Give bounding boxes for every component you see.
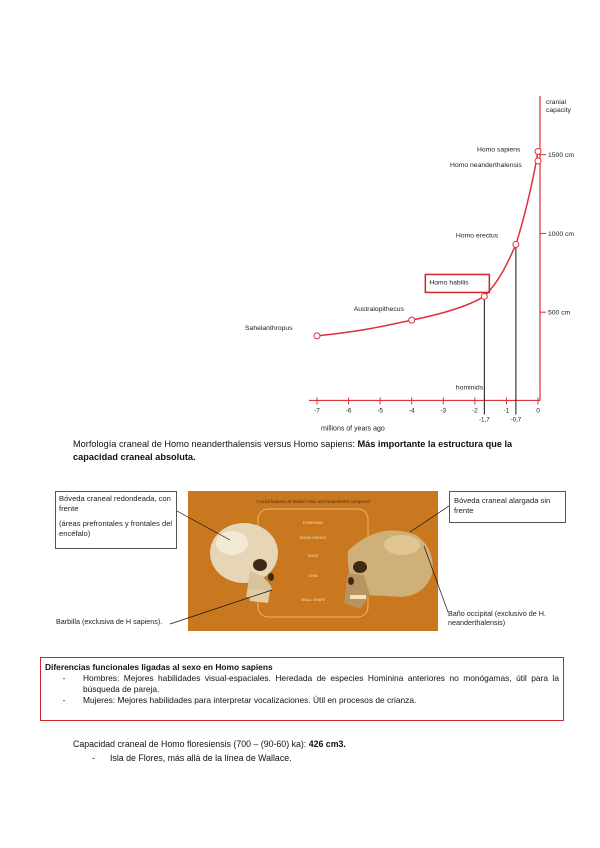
floresiensis-bold-value: 426 cm3.: [308, 739, 346, 749]
x-extra-label: -0,7: [510, 416, 522, 424]
list-item: [45, 673, 559, 695]
x-tick-label: -6: [345, 407, 352, 415]
data-point-label: Homo sapiens: [477, 146, 521, 154]
data-point-label: Sahelanthropus: [245, 324, 293, 332]
list-item: [45, 695, 559, 706]
occipital-bun-note: Baño occipital (exclusivo de H. neanderthalensis): [448, 609, 546, 627]
photo-panel-label: NOSE: [307, 554, 319, 558]
y-axis-label: cranial: [546, 99, 567, 106]
photo-header-text: Cranial features of Modern Man and Neanderthal compared: [256, 499, 370, 504]
photo-panel-label: BROW RIDGES: [300, 536, 326, 540]
hominids-annotation: hominids: [455, 384, 484, 392]
list-dash: -: [92, 753, 95, 763]
x-tick-label: -7: [314, 407, 320, 415]
men-abilities-text: Hombres: Mejores habilidades visual-espaciales. Heredada de especies Hominina anteriores no monógamas, útil para la búsqueda de pareja.: [83, 673, 559, 694]
sex-differences-box: [40, 657, 564, 721]
elongated-vault-pointer: [410, 506, 449, 532]
rounded-vault-pointer: [177, 511, 230, 540]
x-axis-label: millions of years ago: [321, 425, 385, 433]
sex-differences-title: Diferencias funcionales ligadas al sexo en Homo sapiens: [45, 662, 273, 672]
x-tick-label: -1: [503, 407, 510, 415]
photo-panel-label: FOREHEAD: [303, 521, 323, 525]
y-tick-label: 1000 cm: [548, 230, 575, 238]
data-point-label: Homo habilis: [429, 279, 469, 287]
x-tick-label: -3: [440, 407, 447, 415]
flores-island-text: Isla de Flores, más allá de la línea de Wallace.: [110, 753, 292, 763]
x-extra-label: -1,7: [478, 416, 490, 424]
y-tick-label: 1500 cm: [548, 152, 575, 160]
photo-panel-label: CHIN: [308, 574, 318, 578]
data-point-label: Australopithecus: [353, 306, 404, 314]
chin-pointer: [170, 590, 272, 624]
caption-plain-text: Morfología craneal de Homo neanderthalensis versus Homo sapiens:: [73, 439, 358, 449]
floresiensis-caption: [73, 739, 346, 749]
caption-bold-text: Más importante la estructura que la capacidad craneal absoluta.: [73, 439, 513, 462]
prefrontal-areas-text: (áreas prefrontales y frontales del encéfalo): [59, 519, 173, 538]
photo-panel-label: SKULL SHAPE: [300, 598, 326, 602]
data-point-label: Homo neanderthalensis: [450, 161, 522, 169]
list-dash: -: [62, 695, 66, 705]
list-dash: -: [62, 673, 66, 683]
flores-island-bullet: [92, 753, 292, 763]
rounded-vault-text: Bóveda craneal redondeada, con frente: [59, 494, 171, 513]
elongated-vault-text: Bóveda craneal alargada sin frente: [454, 496, 551, 515]
women-abilities-text: Mujeres: Mejores habilidades para interpretar vocalizaciones. Útil en procesos de crianza.: [83, 695, 417, 705]
chin-note: Barbilla (exclusiva de H sapiens).: [56, 617, 163, 626]
y-axis-label: capacity: [546, 107, 571, 114]
data-point-label: Homo erectus: [455, 232, 499, 240]
x-tick-label: -4: [408, 407, 415, 415]
x-tick-label: -2: [471, 407, 478, 415]
x-tick-label: 0: [536, 407, 540, 415]
occipital-pointer: [424, 546, 448, 612]
y-tick-label: 500 cm: [548, 309, 571, 317]
x-tick-label: -5: [377, 407, 384, 415]
floresiensis-plain-text: Capacidad craneal de Homo floresiensis (700 – (90-60) ka):: [73, 739, 309, 749]
